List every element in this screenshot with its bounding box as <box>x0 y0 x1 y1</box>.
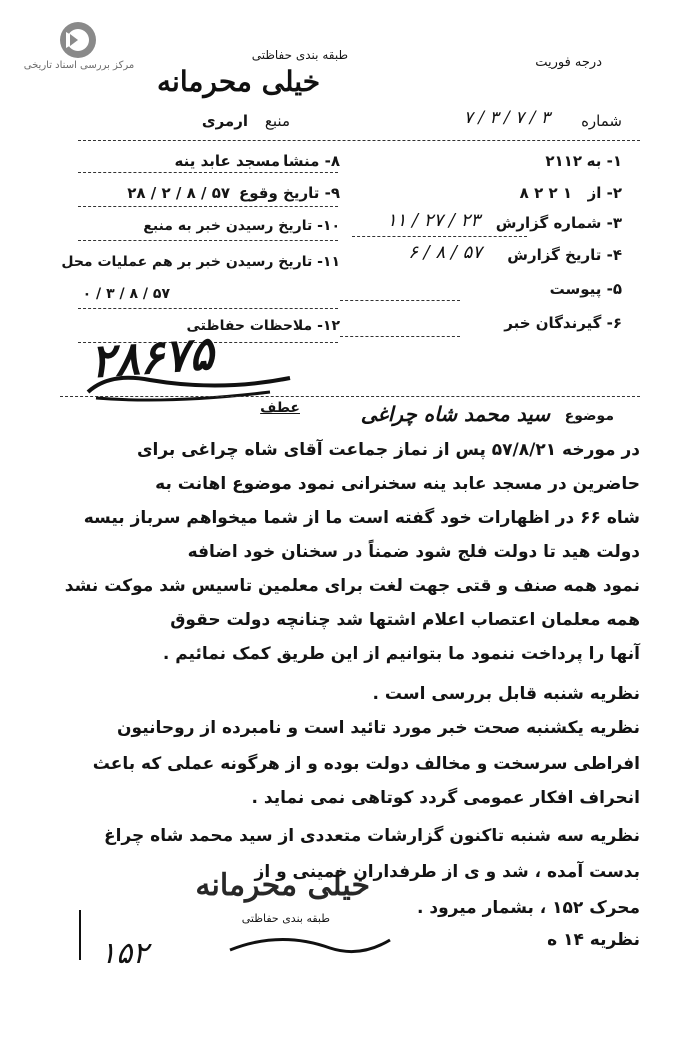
body-line: در مورخه ۵۷/۸/۲۱ پس از نماز جماعت آقای شاه چراغی برای <box>136 440 640 460</box>
top-stamp: خیلی محرمانه <box>157 65 320 98</box>
serial-value: ۳ / ۷ / ۳ / ۷ <box>463 108 550 128</box>
body-line: انحراف افکار عمومی گردد کوتاهی نمی نماید . <box>251 788 640 808</box>
field-report-number-label: ۳- شماره گزارش <box>495 214 622 232</box>
field-from-label: ۲- از <box>587 184 622 202</box>
field-report-number-value: ۲۳ / ۲۷ / ۱۱ <box>386 210 480 231</box>
body-line: نظریه ۱۴ ه <box>547 930 640 950</box>
urgency-label: درجه فوریت <box>535 55 602 70</box>
field-report-date-value: ۵۷ / ۸ / ۶ <box>408 242 482 263</box>
field-event-date-value: ۵۷ / ۸ / ۲ / ۲۸ <box>127 184 230 202</box>
field-ops-date-value: ۵۷ / ۸ / ۳ / ۰ <box>82 286 170 302</box>
body-line: دولت هید تا دولت فلج شود ضمناً در سخنان خود اضافه <box>187 542 640 562</box>
field-origin-label: ۸- منشا <box>283 152 340 170</box>
body-line: محرک ۱۵۲ ، بشمار میرود . <box>417 898 640 918</box>
margin-note: ۱۵۲ <box>100 936 149 971</box>
body-line: آنها را پرداخت ننمود ما بتوانیم از این طریق کمک نمائیم . <box>162 644 640 664</box>
body-line: افراطی سرسخت و مخالف دولت بوده و از هرگونه عملی که باعث <box>92 754 640 774</box>
body-line: حاضرین در مسجد عابد ینه سخنرانی نمود موضوع اهانت به <box>155 474 640 494</box>
archive-caption: مرکز بررسی اسناد تاریخی <box>23 60 135 71</box>
source-value: ارمری <box>201 112 248 130</box>
field-event-date-label: ۹- تاریخ وقوع <box>239 184 340 202</box>
big-number: ۲۸۶۷۵ <box>88 325 216 389</box>
serial-label: شماره <box>581 112 622 130</box>
field-origin-value: مسجد عابد ینه <box>174 152 280 170</box>
bottom-stamp-caption: طبقه بندی حفاظتی <box>241 912 330 925</box>
field-from-value: ۱ ۲ ۲ ۸ <box>519 184 572 202</box>
field-attachment-label: ۵- پیوست <box>549 280 622 298</box>
body-line: همه معلمان اعتصاب اعلام اشتها شد چنانچه دولت حقوق <box>170 610 640 630</box>
classification-label: طبقه بندی حفاظتی <box>251 48 348 62</box>
field-security-label: ۱۲- ملاحظات حفاظتی <box>186 318 340 334</box>
field-source-date-label: ۱۰- تاریخ رسیدن خبر به منبع <box>143 218 340 234</box>
body-line: نظریه سه شنبه تاکنون گزارشات متعددی از سید محمد شاه چراغ <box>103 826 640 846</box>
body-line: شاه ۶۶ در اظهارات خود گفته است ما از شما میخواهم سرباز بیسه <box>83 508 640 528</box>
subject-label: موضوع <box>564 408 614 424</box>
bottom-stamp: خیلی محرمانه <box>195 868 370 903</box>
section-heading: عطف <box>260 400 300 416</box>
body-line: بدست آمده ، شد و ی از طرفداران خمینی و از <box>254 862 640 882</box>
field-to-label: ۱- به <box>586 152 622 170</box>
body-line: نظریه یکشنبه صحت خبر مورد تائید است و نامبرده از روحانیون <box>117 718 640 738</box>
field-recipients-label: ۶- گیرندگان خبر <box>504 314 622 332</box>
subject-value: سید محمد شاه چراغی <box>360 402 550 426</box>
source-label: منبع <box>264 112 290 130</box>
body-line: نظریه شنبه قابل بررسی است . <box>372 684 640 704</box>
field-ops-date-label: ۱۱- تاریخ رسیدن خبر بر هم عملیات محل <box>61 254 340 270</box>
body-line: نمود همه صنف و قتی جهت لغت برای معلمین تاسیس شد موکت نشد <box>64 576 640 596</box>
field-report-date-label: ۴- تاریخ گزارش <box>507 246 622 264</box>
field-to-value: ۲۱۱۲ <box>545 152 582 170</box>
